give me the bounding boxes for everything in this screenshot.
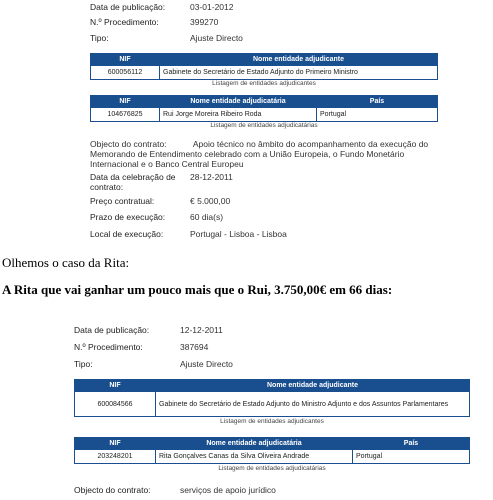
awarded-entities-caption: Listagem de entidades adjudicatárias (210, 122, 318, 129)
table-row (75, 392, 470, 417)
table-row (91, 108, 438, 122)
execution-location-label: Local de execução: (90, 229, 164, 239)
procedure-number-value: 387694 (180, 342, 209, 352)
procedure-number-label: N.º Procedimento: (90, 17, 159, 27)
nif-cell: 203248201 (75, 450, 156, 464)
publication-date-value: 03-01-2012 (190, 2, 234, 12)
contract-object-label: Objecto do contrato: (90, 139, 167, 149)
nif-cell: 104676825 (91, 108, 160, 122)
country-cell: Portugal (317, 108, 438, 122)
comparison-heading: A Rita que vai ganhar um pouco mais que o Rui, 3.750,00€ em 66 dias: (2, 282, 393, 297)
contract-object-value: Apoio técnico no âmbito do acompanhamento da execução do Memorando de Entendimento celebrado com a União Europeia, o Fundo Monetário Internacional e o Banco Central Europeu (90, 139, 429, 169)
nif-cell: 600084566 (75, 392, 156, 417)
entity-name-header: Nome entidade adjudicante (156, 380, 470, 392)
contract-object-value: serviços de apoio jurídico (180, 485, 276, 495)
contract-object (90, 139, 445, 169)
contract-price-label: Preço contratual: (90, 196, 155, 206)
nif-cell: 600056112 (91, 66, 160, 80)
nif-header: NIF (91, 54, 160, 66)
execution-location-value: Portugal - Lisboa - Lisboa (190, 229, 287, 239)
celebration-date-label: Data da celebração de contrato: (90, 172, 176, 192)
type-label: Tipo: (90, 33, 109, 43)
type-label: Tipo: (74, 359, 93, 369)
publication-date-label: Data de publicação: (74, 325, 150, 335)
procedure-number-value: 399270 (190, 17, 219, 27)
publication-date-value: 12-12-2011 (180, 325, 223, 335)
entity-name-cell: Gabinete do Secretário de Estado Adjunto do Primeiro Ministro (160, 66, 438, 80)
awarded-name-cell: Rita Gonçalves Canas da Silva Oliveira Andrade (156, 450, 353, 464)
awarded-name-header: Nome entidade adjudicatária (156, 438, 353, 450)
type-value: Ajuste Directo (190, 33, 243, 43)
entity-name-cell: Gabinete do Secretário de Estado Adjunto do Ministro Adjunto e dos Assuntos Parlamentares (156, 392, 470, 417)
intro-text: Olhemos o caso da Rita: (2, 255, 130, 270)
execution-period-label: Prazo de execução: (90, 212, 166, 222)
country-header: País (317, 96, 438, 108)
contracting-entities-caption: Listagem de entidades adjudicantes (212, 80, 316, 87)
execution-period-value: 60 dia(s) (190, 212, 224, 222)
celebration-date-value: 28-12-2011 (190, 172, 233, 182)
procedure-number-label: N.º Procedimento: (74, 342, 143, 352)
contracting-entities-caption: Listagem de entidades adjudicantes (220, 418, 324, 425)
publication-date-label: Data de publicação: (90, 2, 166, 12)
awarded-name-header: Nome entidade adjudicatária (160, 96, 317, 108)
contracting-entities-table (90, 53, 438, 80)
entity-name-header: Nome entidade adjudicante (160, 54, 438, 66)
contracting-entities-table (74, 379, 470, 417)
awarded-entities-table (90, 95, 438, 122)
awarded-entities-table (74, 437, 470, 464)
nif-header: NIF (91, 96, 160, 108)
nif-header: NIF (75, 438, 156, 450)
nif-header: NIF (75, 380, 156, 392)
awarded-entities-caption: Listagem de entidades adjudicatárias (218, 465, 326, 472)
contract-object-label: Objecto do contrato: (74, 485, 151, 495)
awarded-name-cell: Rui Jorge Moreira Ribeiro Roda (160, 108, 317, 122)
country-cell: Portugal (353, 450, 470, 464)
type-value: Ajuste Directo (180, 359, 233, 369)
table-row (75, 450, 470, 464)
contract-price-value: € 5.000,00 (190, 196, 231, 206)
table-row (91, 66, 438, 80)
country-header: País (353, 438, 470, 450)
